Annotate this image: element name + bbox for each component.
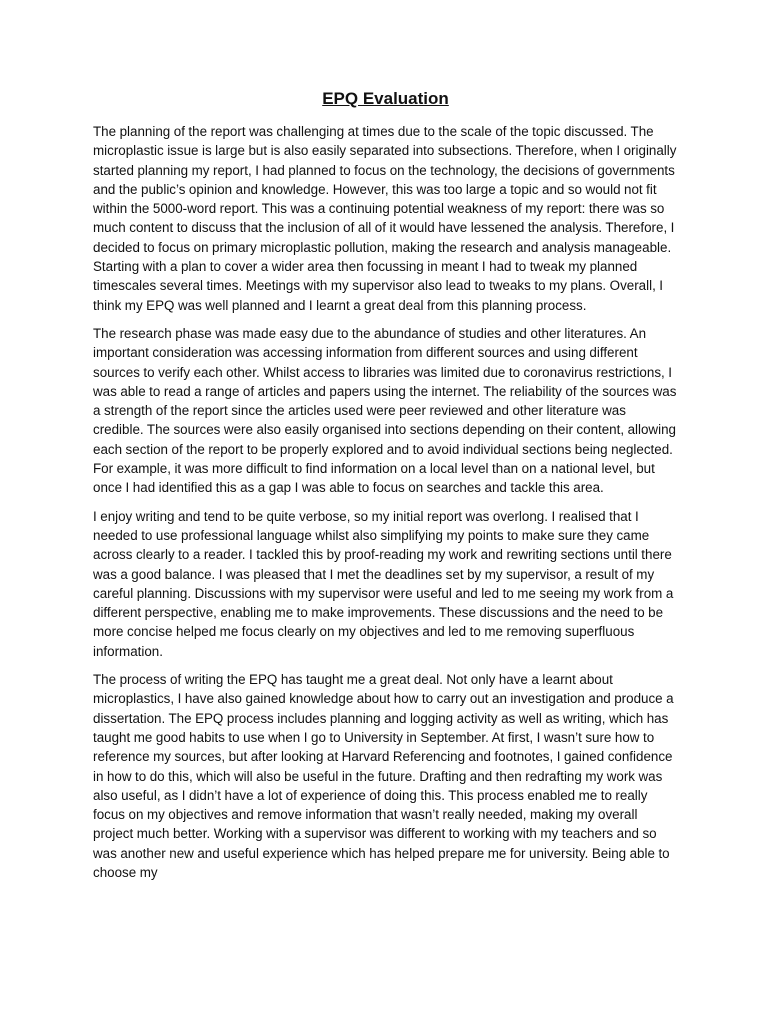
paragraph-writing: I enjoy writing and tend to be quite verbose, so my initial report was overlong. I realised that I needed to use professional language whilst also simplifying my points to make sure they came across clearly to a reader. I tackled this by proof-reading my work and rewriting sections until there was a good balance. I was pleased that I met the deadlines set by my supervisor, a result of my careful planning. Discussions with my supervisor were useful and led to me seeing my work from a different perspective, enabling me to make improvements. These discussions and the need to be more concise helped me focus clearly on my objectives and led to me removing superfluous information. (93, 508, 674, 659)
paragraph-planning: The planning of the report was challenging at times due to the scale of the topic discussed. The microplastic issue is large but is also easily separated into subsections. Therefore, when I originally started planning my report, I had planned to focus on the technology, the decisions of governments and the public’s opinion and knowledge. However, this was too large a topic and so would not fit within the 5000-word report. This was a continuing potential weakness of my report: there was so much content to discuss that the inclusion of all of it would have lessened the analysis. Therefore, I decided to focus on primary microplastic pollution, making the research and analysis manageable. Starting with a plan to cover a wider area then focussing in meant I had to tweak my planned timescales several times. Meetings with my supervisor also lead to tweaks to my plans. Overall, I think my EPQ was well planned and I learnt a great deal from this planning process. (93, 124, 677, 313)
paragraph-research: The research phase was made easy due to the abundance of studies and other literatures. An important consideration was accessing information from different sources and using different sources to verify each other. Whilst access to libraries was limited due to coronavirus restrictions, I was able to read a range of articles and papers using the internet. The reliability of the sources was a strength of the report since the articles used were peer reviewed and other literature was credible. The sources were also easily organised into sections depending on their content, allowing each section of the report to be properly explored and to avoid individual sections being neglected. For example, it was more difficult to find information on a local level than on a national level, but once I had identified this as a gap I was able to focus on searches and tackle this area. (93, 325, 677, 496)
document-title: EPQ Evaluation (322, 89, 449, 108)
paragraph-process: The process of writing the EPQ has taught me a great deal. Not only have a learnt about microplastics, I have also gained knowledge about how to carry out an investigation and produce a dissertation. The EPQ process includes planning and logging activity as well as writing, which has taught me good habits to use when I go to University in September. At first, I wasn’t sure how to reference my sources, but after looking at Harvard Referencing and footnotes, I gained confidence in how to do this, which will also be useful in the future. Drafting and then redrafting my work was also useful, as I didn’t have a lot of experience of doing this. This process enabled me to really focus on my objectives and remove information that wasn’t really needed, making my overall project much better. Working with a supervisor was different to working with my teachers and so was another new and useful experience which has helped prepare me for university. Being able to choose my (93, 672, 674, 880)
document-page (93, 88, 678, 891)
